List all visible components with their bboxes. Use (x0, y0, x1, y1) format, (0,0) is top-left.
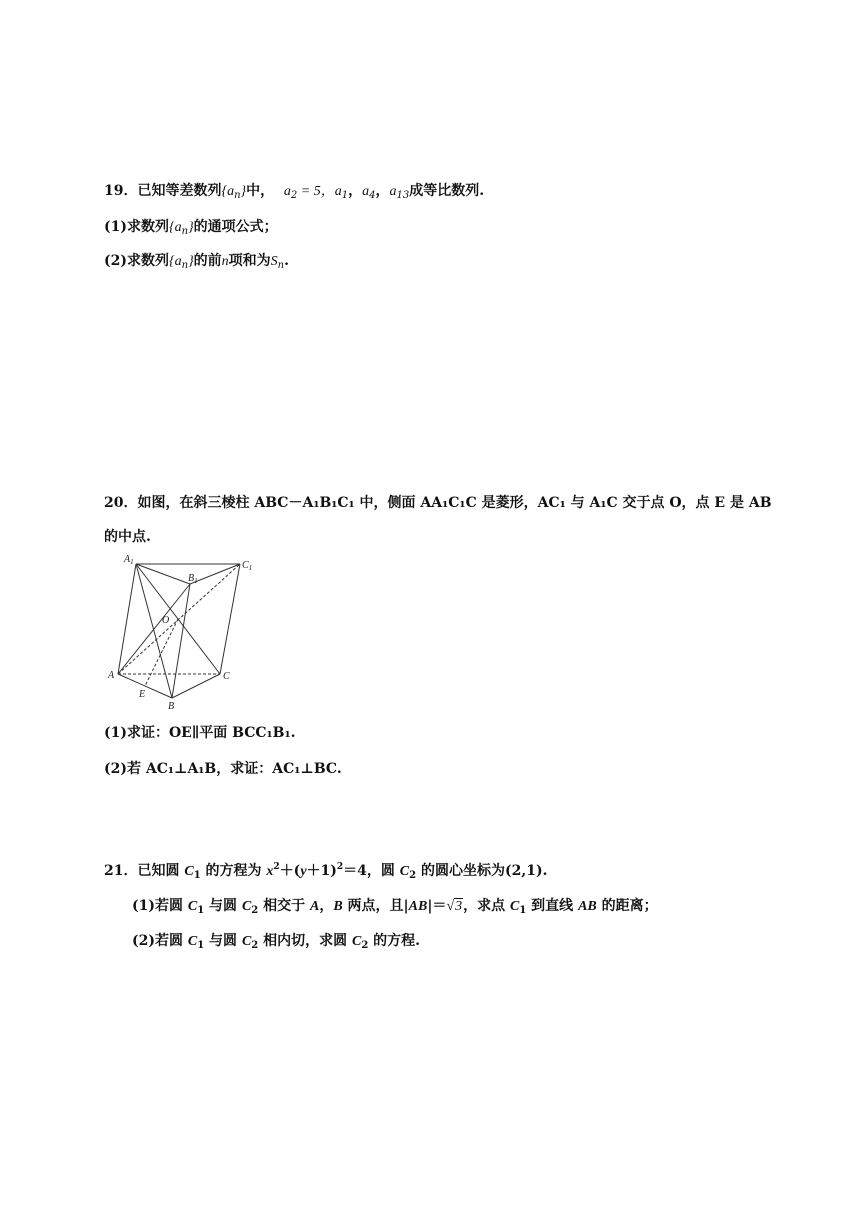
label-o: O (162, 615, 170, 626)
q21-stem: 21．已知圆 $C_1$ 的方程为 $x^2+(y+1)^2=4$，圆 $C_2$ 的圆心坐标为(2,1). (104, 862, 548, 881)
q21-part2: (2)若圆 $C_1$ 与圆 $C_2$ 相内切，求圆 $C_2$ 的方程. (132, 933, 421, 951)
edge-c1c (220, 564, 240, 674)
segment-oe-hidden (145, 619, 178, 686)
prism-figure (104, 552, 260, 712)
label-b: B (168, 701, 175, 712)
edge-bc (172, 674, 220, 698)
label-a1: $A_1$ (124, 554, 134, 566)
edge-a1b (136, 564, 172, 698)
q21-part1: (1)若圆 $C_1$ 与圆 $C_2$ 相交于 A，B 两点，且|AB|＝√3，求点 $C_1$ 到直线 AB 的距离； (132, 898, 658, 916)
edge-b1b (172, 584, 190, 698)
q20-stem-line1: 20．如图，在斜三棱柱 ABC－A₁B₁C₁ 中，侧面 AA₁C₁C 是菱形，AC₁ 与 A₁C 交于点 O，点 E 是 AB (104, 495, 772, 511)
label-c: C (223, 671, 230, 682)
q19-stem: 19．已知等差数列$\{a_n\}$中， $a_2 = 5$，$a_1$，$a_4$，$a_{13}$成等比数列. (104, 183, 485, 201)
edge-ab1 (118, 584, 190, 674)
sqrt-3: √3 (446, 899, 463, 914)
label-a: A (108, 670, 115, 681)
q19-part2: (2)求数列$\{a_n\}$的前n项和为$S_n$. (104, 253, 289, 271)
q20-part2: (2)若 AC₁⊥A₁B，求证：AC₁⊥BC. (104, 761, 342, 777)
diag-ac1-hidden (118, 564, 240, 674)
edge-a1a (118, 564, 136, 674)
label-e: E (139, 689, 146, 700)
q19-part1: (1)求数列$\{a_n\}$的通项公式； (104, 219, 278, 237)
label-b1: $B_1$ (188, 573, 198, 585)
q20-stem-line2: 的中点. (104, 529, 151, 545)
q20-part1: (1)求证：OE∥平面 BCC₁B₁. (104, 725, 296, 741)
label-c1: $C_1$ (242, 560, 253, 572)
